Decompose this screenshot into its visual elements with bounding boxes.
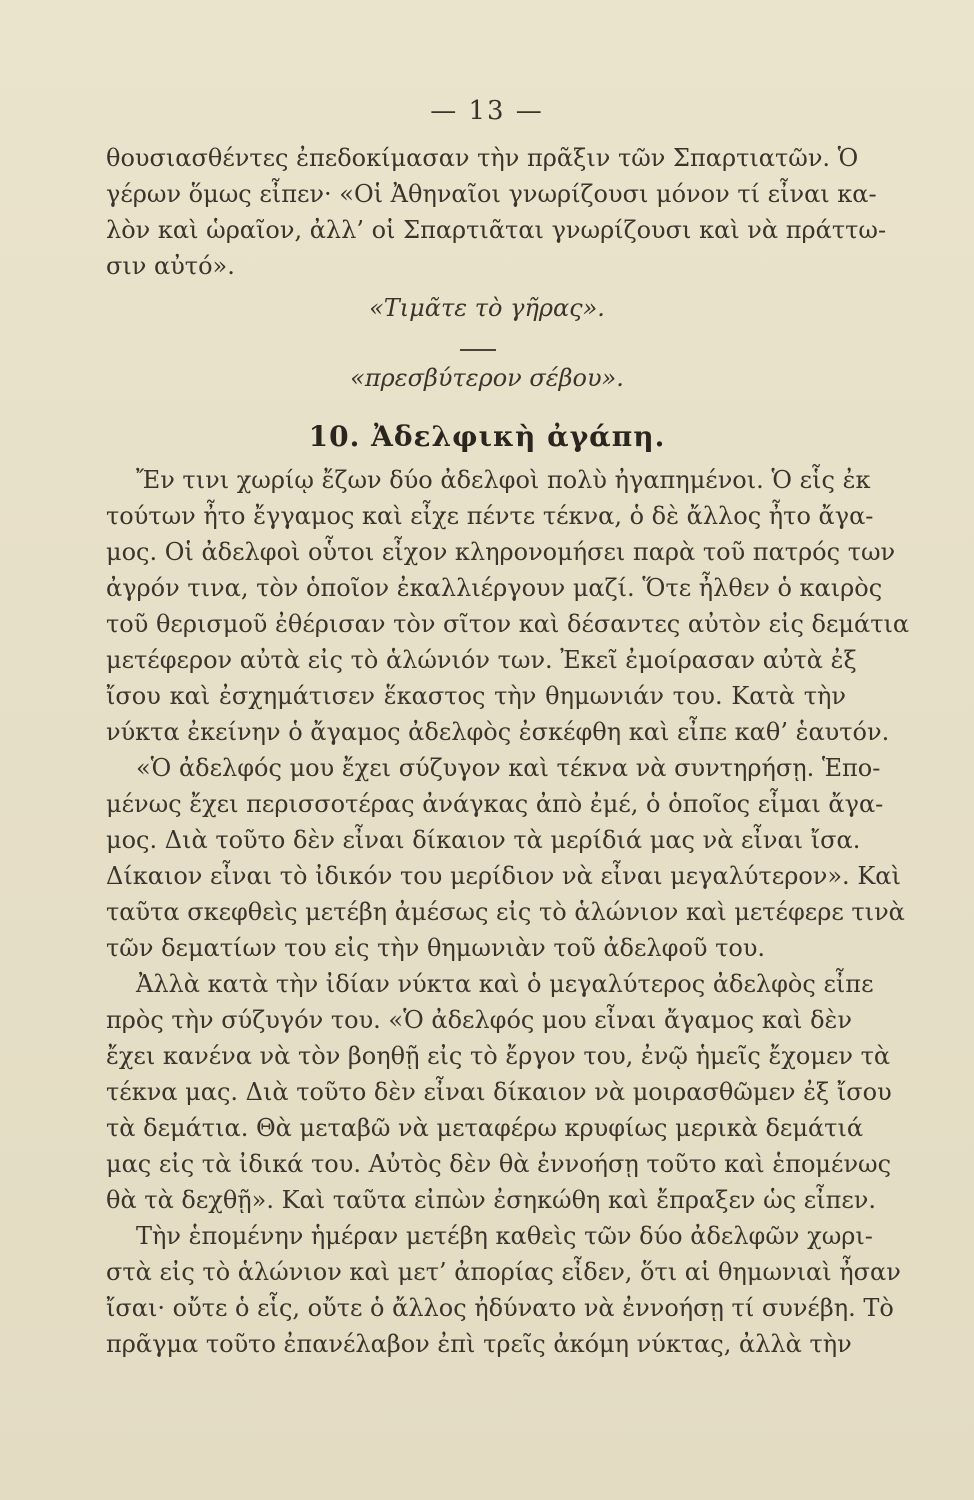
body-line-14: τῶν δεματίων του εἰς τὴν θημωνιὰν τοῦ ἀδελφοῦ του. [106,934,766,962]
body-line-15: Ἀλλὰ κατὰ τὴν ἰδίαν νύκτα καὶ ὁ μεγαλύτερος ἀδελφὸς εἶπε [136,970,874,998]
body-line-8: νύκτα ἐκείνην ὁ ἄγαμος ἀδελφὸς ἐσκέφθη καὶ εἶπε καθ’ ἑαυτόν. [106,718,890,746]
intro-line-2: γέρων ὅμως εἶπεν· «Οἱ Ἀθηναῖοι γνωρίζουσι μόνον τί εἶναι κα- [106,180,877,208]
body-line-22: Τὴν ἑπομένην ἡμέραν μετέβη καθεὶς τῶν δύο ἀδελφῶν χωρι- [136,1222,873,1250]
body-line-25: πρᾶγμα τοῦτο ἐπανέλαβον ἐπὶ τρεῖς ἀκόμη νύκτας, ἀλλὰ τὴν [106,1330,852,1358]
body-line-2: τούτων ἦτο ἔγγαμος καὶ εἶχε πέντε τέκνα, ὁ δὲ ἄλλος ἦτο ἄγα- [106,502,874,530]
body-line-20: μας εἰς τὰ ἰδικά του. Αὐτὸς δὲν θὰ ἐννοήσῃ τοῦτο καὶ ἑπομένως [106,1150,892,1178]
body-line-1: Ἔν τινι χωρίῳ ἔζων δύο ἀδελφοὶ πολὺ ἠγαπημένοι. Ὁ εἷς ἐκ [136,466,871,494]
body-line-24: ἴσαι· οὔτε ὁ εἷς, οὔτε ὁ ἄλλος ἠδύνατο νὰ ἐννοήσῃ τί συνέβη. Τὸ [106,1294,894,1322]
body-line-7: ἴσου καὶ ἐσχημάτισεν ἕκαστος τὴν θημωνιάν του. Κατὰ τὴν [106,682,846,710]
intro-line-1: θουσιασθέντες ἐπεδοκίμασαν τὴν πρᾶξιν τῶν Σπαρτιατῶν. Ὁ [106,144,859,172]
intro-line-4: σιν αὐτό». [106,252,235,280]
page-number: — 13 — [430,96,544,126]
maxim-divider [460,349,496,351]
body-line-4: ἀγρόν τινα, τὸν ὁποῖον ἐκαλλιέργουν μαζί. Ὅτε ἦλθεν ὁ καιρὸς [106,574,883,602]
body-line-6: μετέφερον αὐτὰ εἰς τὸ ἁλώνιόν των. Ἐκεῖ ἐμοίρασαν αὐτὰ ἐξ [106,646,857,674]
body-line-13: ταῦτα σκεφθεὶς μετέβη ἀμέσως εἰς τὸ ἁλώνιον καὶ μετέφερε τινὰ [106,898,905,926]
maxim-1: «Τιμᾶτε τὸ γῆρας». [369,294,605,322]
body-line-5: τοῦ θερισμοῦ ἐθέρισαν τὸν σῖτον καὶ δέσαντες αὐτὸν εἰς δεμάτια [106,610,910,638]
body-line-16: πρὸς τὴν σύζυγόν του. «Ὁ ἀδελφός μου εἶναι ἄγαμος καὶ δὲν [106,1006,852,1034]
body-line-17: ἔχει κανένα νὰ τὸν βοηθῇ εἰς τὸ ἔργον του, ἐνῷ ἡμεῖς ἔχομεν τὰ [106,1042,891,1070]
section-title: 10. Ἀδελφικὴ ἀγάπη. [308,420,666,453]
body-line-19: τὰ δεμάτια. Θὰ μεταβῶ νὰ μεταφέρω κρυφίως μερικὰ δεμάτιά [106,1114,864,1142]
body-line-11: μος. Διὰ τοῦτο δὲν εἶναι δίκαιον τὰ μερίδιά μας νὰ εἶναι ἴσα. [106,826,861,854]
body-line-21: θὰ τὰ δεχθῇ». Καὶ ταῦτα εἰπὼν ἐσηκώθη καὶ ἔπραξεν ὡς εἶπεν. [106,1186,877,1214]
body-line-12: Δίκαιον εἶναι τὸ ἰδικόν του μερίδιον νὰ εἶναι μεγαλύτερον». Καὶ [106,862,901,890]
body-line-18: τέκνα μας. Διὰ τοῦτο δὲν εἶναι δίκαιον νὰ μοιρασθῶμεν ἐξ ἴσου [106,1078,892,1106]
body-line-3: μος. Οἱ ἀδελφοὶ οὗτοι εἶχον κληρονομήσει παρὰ τοῦ πατρός των [106,538,896,566]
body-line-23: στὰ εἰς τὸ ἁλώνιον καὶ μετ’ ἀπορίας εἶδεν, ὅτι αἱ θημωνιαὶ ἦσαν [106,1258,901,1286]
intro-line-3: λὸν καὶ ὡραῖον, ἀλλ’ οἱ Σπαρτιᾶται γνωρίζουσι καὶ νὰ πράττω- [106,216,887,244]
body-line-9: «Ὁ ἀδελφός μου ἔχει σύζυγον καὶ τέκνα νὰ συντηρήσῃ. Ἑπο- [136,754,881,782]
body-line-10: μένως ἔχει περισσοτέρας ἀνάγκας ἀπὸ ἐμέ, ὁ ὁποῖος εἶμαι ἄγα- [106,790,884,818]
maxim-2: «πρεσβύτερον σέβου». [350,364,624,392]
